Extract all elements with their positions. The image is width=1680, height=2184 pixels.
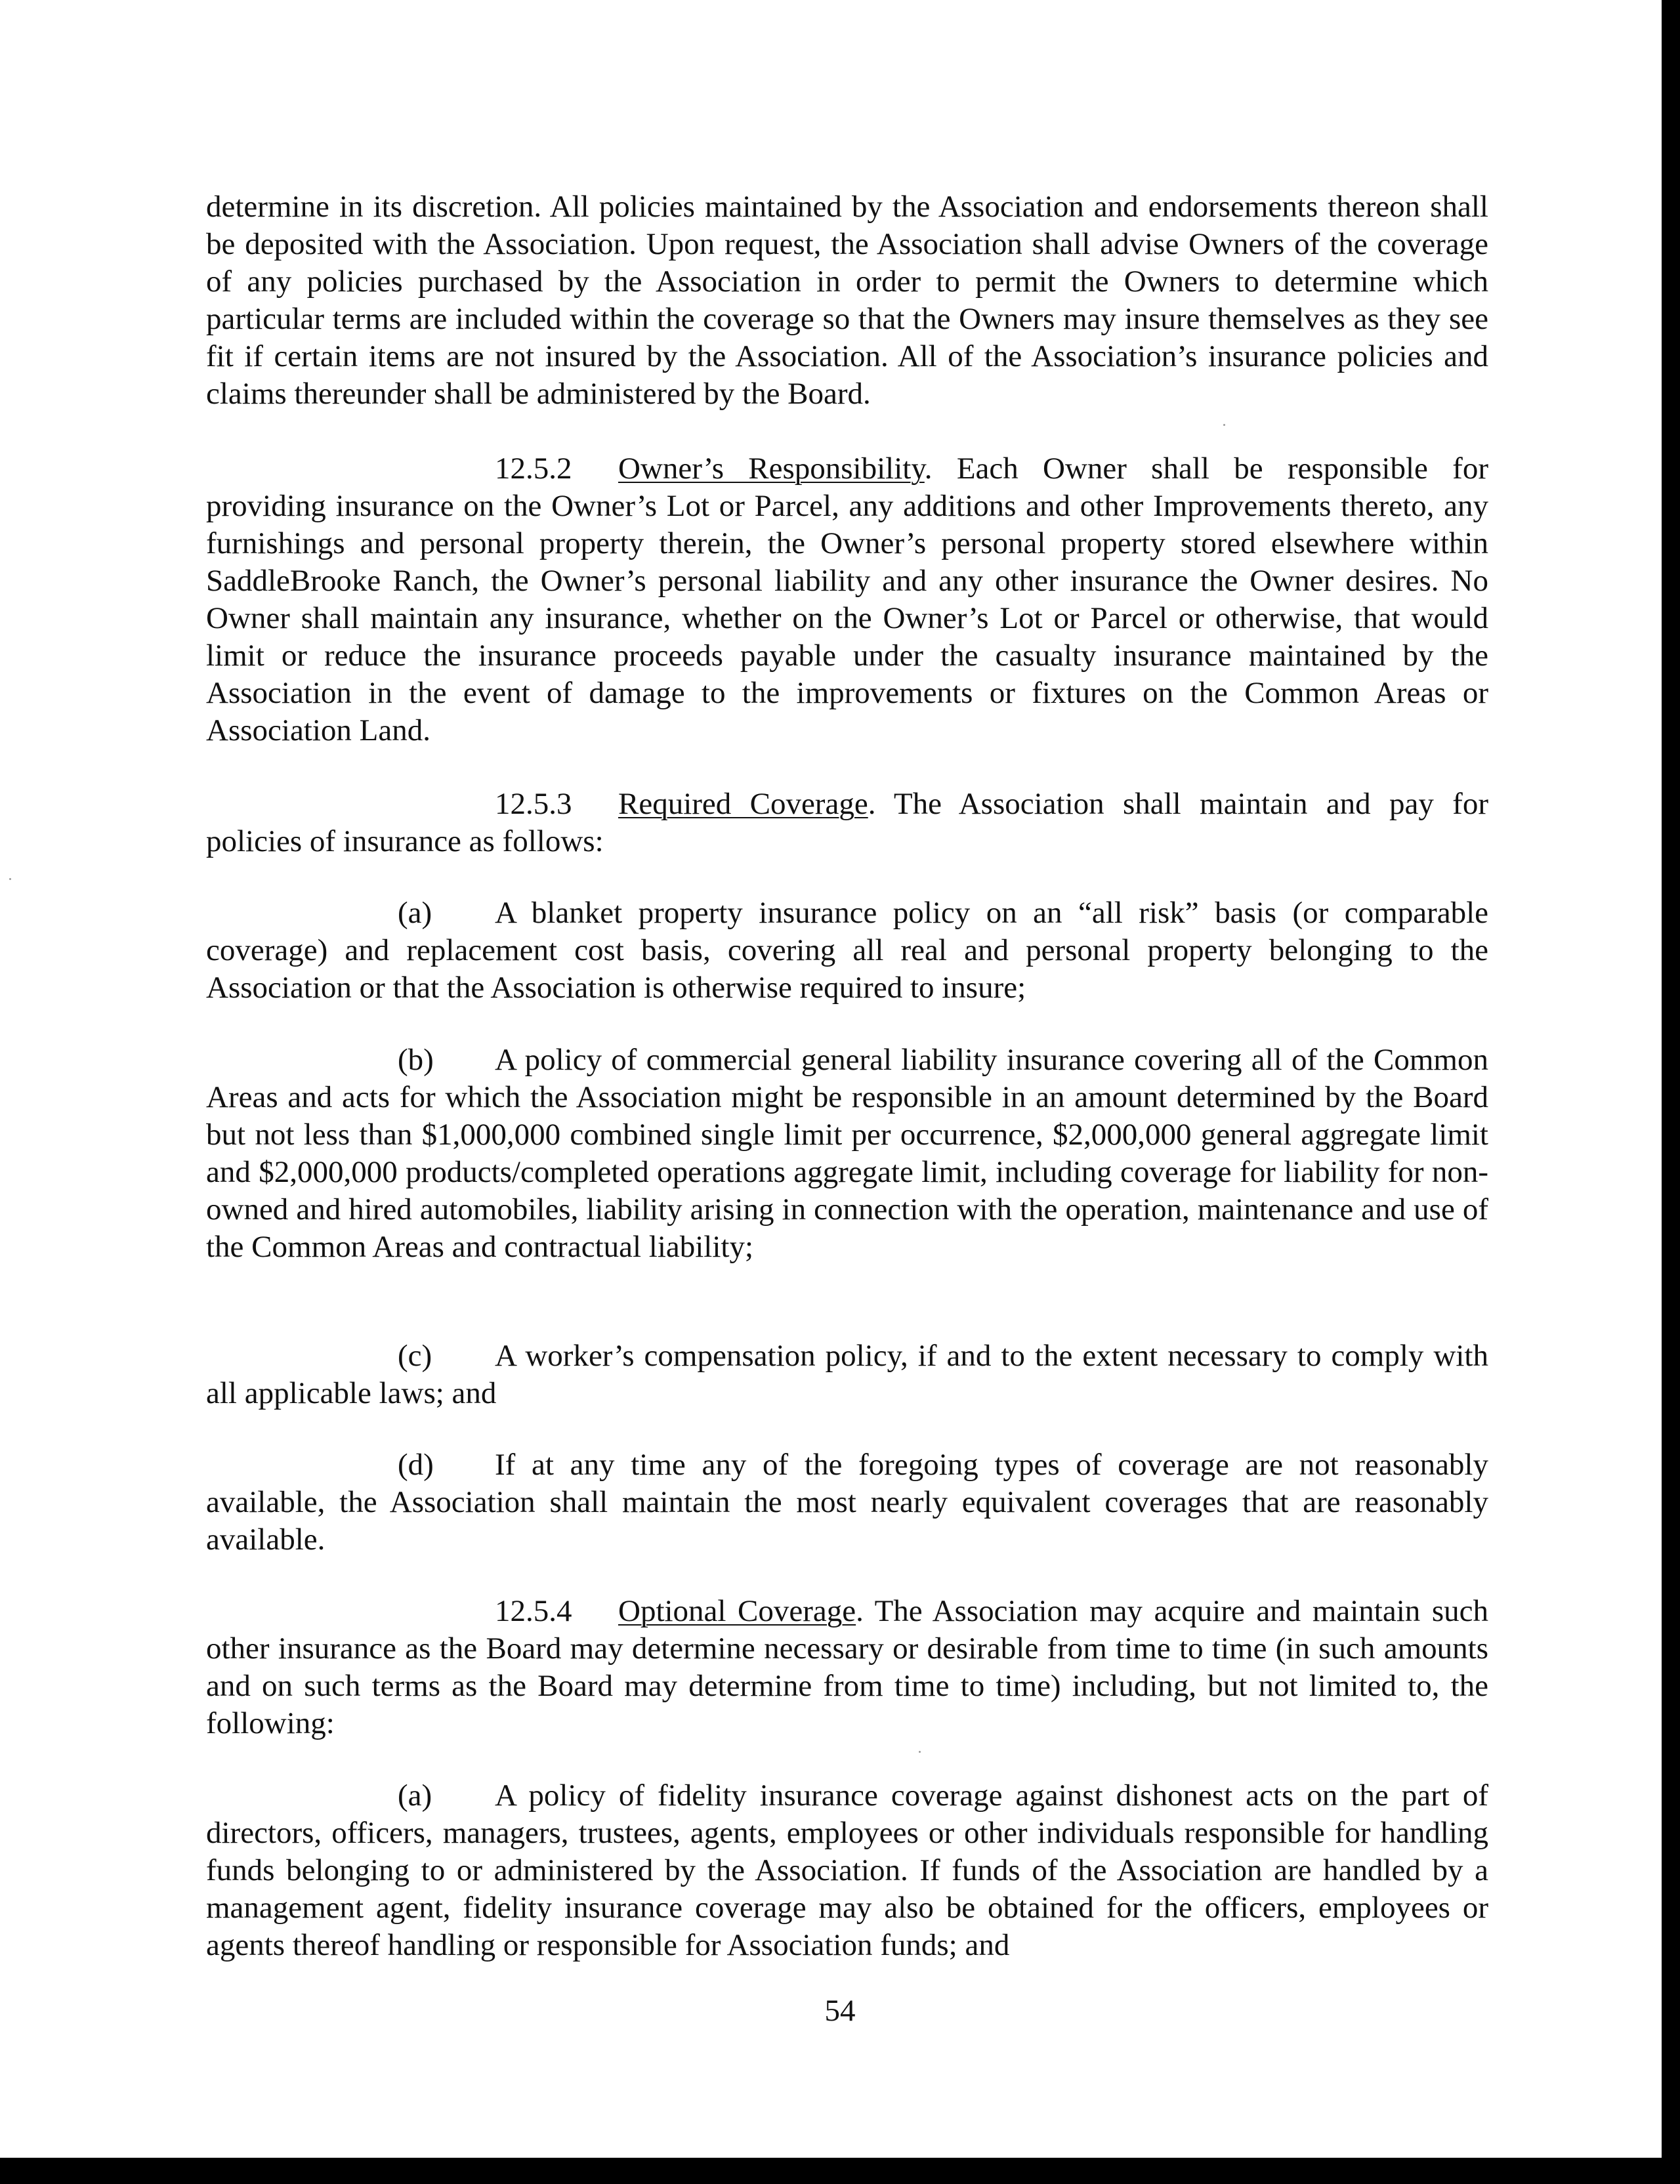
- scan-speck: [919, 1751, 921, 1753]
- list-item: [206, 1041, 1488, 1266]
- scan-border-right: [1662, 0, 1680, 2184]
- section-text: . Each Owner shall be responsible for providing insurance on the Owner’s Lot or Parcel, any additions and other Improvements thereto, any furnishings and personal property therein, the Owner’s personal property stored elsewhere within SaddleBrooke Ranch, the Owner’s personal liability and any other insurance the Owner desires. No Owner shall maintain any insurance, whether on the Owner’s Lot or Parcel or otherwise, that would limit or reduce the insurance proceeds payable under the casualty insurance maintained by the Association in the event of damage to the improvements or fixtures on the Common Areas or Association Land.: [206, 452, 1488, 747]
- paragraph-continuation: [206, 188, 1488, 413]
- section-12-5-2: [206, 450, 1488, 749]
- item-text: A policy of fidelity insurance coverage against dishonest acts on the part of directors, officers, managers, trustees, agents, employees or other individuals responsible for handling funds belonging to or administered by the Association. If funds of the Association are handled by a management agent, fidelity insurance coverage may also be obtained for the officers, employees or agents thereof handling or responsible for Association funds; and: [206, 1778, 1488, 1962]
- section-heading: Owner’s Responsibility: [618, 452, 925, 486]
- list-item-required-b: [206, 1041, 1488, 1266]
- item-text: If at any time any of the foregoing types of coverage are not reasonably available, the Association shall maintain the most nearly equivalent coverages that are reasonably available.: [206, 1448, 1488, 1557]
- item-text: A worker’s compensation policy, if and to the extent necessary to comply with all applicable laws; and: [206, 1339, 1488, 1410]
- list-item: [206, 1337, 1488, 1412]
- section-heading: Required Coverage: [618, 787, 868, 821]
- list-item-required-d: [206, 1446, 1488, 1559]
- paragraph-text: determine in its discretion. All policies maintained by the Association and endorsements thereon shall be deposited with the Association. Upon request, the Association shall advise Owners of the coverage of any policies purchased by the Association in order to permit the Owners to determine which particular terms are included within the coverage so that the Owners may insure themselves as they see fit if certain items are not insured by the Association. All of the Association’s insurance policies and claims thereunder shall be administered by the Board.: [206, 190, 1488, 411]
- section-paragraph: [206, 450, 1488, 749]
- page-number: 54: [824, 1994, 856, 2028]
- item-label: (a): [398, 1778, 432, 1813]
- section-12-5-3: [206, 786, 1488, 860]
- list-item: [206, 1446, 1488, 1559]
- list-item-required-c: [206, 1337, 1488, 1412]
- section-paragraph: [206, 786, 1488, 860]
- item-text: A blanket property insurance policy on an “all risk” basis (or comparable coverage) and replacement cost basis, covering all real and personal property belonging to the Association or that the Association is otherwise required to insure;: [206, 896, 1488, 1005]
- list-item: [206, 894, 1488, 1007]
- scan-border-bottom: [0, 2158, 1680, 2184]
- section-number: 12.5.3: [495, 787, 572, 821]
- item-label: (b): [398, 1043, 434, 1077]
- section-number: 12.5.4: [495, 1594, 572, 1628]
- item-text: A policy of commercial general liability insurance covering all of the Common Areas and acts for which the Association might be responsible in an amount determined by the Board but not less than $1,000,000 combined single limit per occurrence, $2,000,000 general aggregate limit and $2,000,000 products/completed operations aggregate limit, including coverage for liability for non-owned and hired automobiles, liability arising in connection with the operation, maintenance and use of the Common Areas and contractual liability;: [206, 1043, 1488, 1264]
- section-number: 12.5.2: [495, 452, 572, 486]
- item-label: (c): [398, 1339, 432, 1373]
- list-item-optional-a: [206, 1777, 1488, 1964]
- list-item-required-a: [206, 894, 1488, 1007]
- scan-speck: [1223, 424, 1225, 426]
- section-text: . The Association shall maintain and pay for policies of insurance as follows:: [206, 787, 1488, 858]
- section-heading: Optional Coverage: [618, 1594, 856, 1628]
- scan-speck: [9, 878, 11, 880]
- item-label: (d): [398, 1448, 434, 1482]
- section-text: . The Association may acquire and maintain such other insurance as the Board may determine necessary or desirable from time to time (in such amounts and on such terms as the Board may determine from time to time) including, but not limited to, the following:: [206, 1594, 1488, 1740]
- section-paragraph: [206, 1593, 1488, 1742]
- item-label: (a): [398, 896, 432, 930]
- list-item: [206, 1777, 1488, 1964]
- section-12-5-4: [206, 1593, 1488, 1742]
